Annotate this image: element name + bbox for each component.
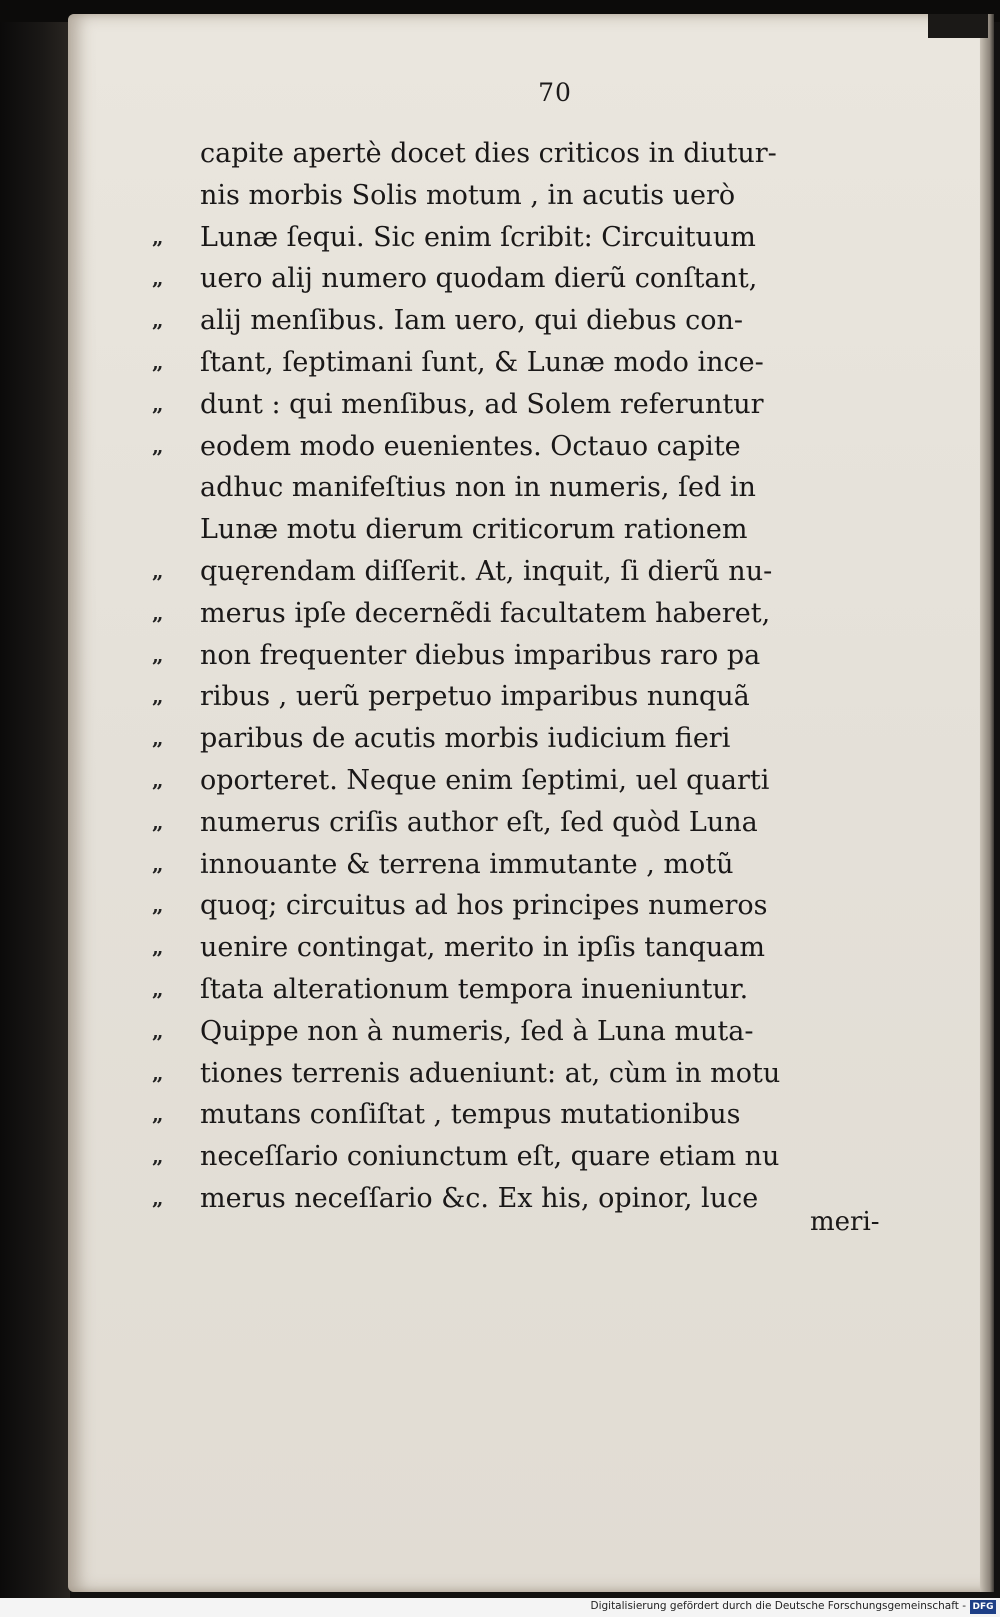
line-text: Lunæ ſequi. Sic enim ſcribit: Circuituum — [200, 221, 756, 253]
book-spine-shadow — [0, 0, 70, 1600]
line-text: quęrendam diſſerit. At, inquit, ſi dierũ nu- — [200, 555, 773, 587]
text-line — [152, 1136, 940, 1178]
text-line — [152, 593, 940, 635]
text-line — [152, 426, 940, 468]
quotation-mark: „ — [152, 1102, 163, 1127]
text-line — [200, 509, 940, 551]
quotation-mark: „ — [152, 433, 163, 458]
quotation-mark: „ — [152, 851, 163, 876]
line-text: alij menſibus. Iam uero, qui diebus con- — [200, 305, 744, 337]
quotation-mark: „ — [152, 976, 163, 1001]
text-line — [152, 342, 940, 384]
quotation-mark: „ — [152, 1144, 163, 1169]
quotation-mark: „ — [152, 224, 163, 249]
text-line — [152, 718, 940, 760]
quotation-mark: „ — [152, 308, 163, 333]
line-text: ſtata alterationum tempora inueniuntur. — [200, 973, 749, 1005]
text-line — [152, 384, 940, 426]
page-right-edge — [980, 14, 994, 1592]
line-text: ſtant, ſeptimani ſunt, & Lunæ modo ince- — [200, 346, 764, 378]
text-line — [152, 1053, 940, 1095]
text-line — [152, 217, 940, 259]
quotation-mark: „ — [152, 391, 163, 416]
line-text: capite apertè docet dies criticos in diutur- — [200, 138, 777, 169]
catchword: meri- — [810, 1207, 880, 1237]
text-line — [152, 885, 940, 927]
text-line — [152, 258, 940, 300]
line-text: eodem modo euenientes. Octauo capite — [200, 430, 741, 462]
quotation-mark: „ — [152, 1185, 163, 1210]
line-text: tiones terrenis adueniunt: at, cùm in motu — [200, 1057, 781, 1089]
line-text: nis morbis Solis motum , in acutis uerò — [200, 179, 736, 211]
line-text: Quippe non à numeris, ſed à Luna muta- — [200, 1015, 754, 1047]
line-text: ribus , uerũ perpetuo imparibus nunquã — [200, 681, 750, 713]
quotation-mark: „ — [152, 1018, 163, 1043]
quotation-mark: „ — [152, 935, 163, 960]
text-line — [152, 551, 940, 593]
text-line — [152, 635, 940, 677]
quotation-mark: „ — [152, 893, 163, 918]
line-text: uero alij numero quodam dierũ conſtant, — [200, 263, 758, 295]
text-line — [200, 467, 940, 509]
line-text: mutans conſiſtat , tempus mutationibus — [200, 1099, 741, 1131]
text-line — [152, 676, 940, 718]
quotation-mark: „ — [152, 1060, 163, 1085]
quotation-mark: „ — [152, 726, 163, 751]
line-text: merus neceſſario &c. Ex his, opinor, luce — [200, 1182, 759, 1214]
quotation-mark: „ — [152, 349, 163, 374]
text-line — [152, 1094, 940, 1136]
text-line — [152, 300, 940, 342]
text-line — [152, 844, 940, 886]
text-line — [152, 802, 940, 844]
line-text: non frequenter diebus imparibus raro pa — [200, 639, 761, 671]
text-line — [200, 133, 940, 175]
dfg-logo: DFG — [970, 1600, 996, 1614]
text-line — [152, 760, 940, 802]
line-text: neceſſario coniunctum eſt, quare etiam nu — [200, 1141, 780, 1173]
quotation-mark: „ — [152, 266, 163, 291]
line-text: uenire contingat, merito in ipſis tanquam — [200, 932, 766, 964]
line-text: Lunæ motu dierum criticorum rationem — [200, 514, 748, 546]
line-text: adhuc manifeſtius non in numeris, ſed in — [200, 472, 756, 504]
footer-credit: Digitalisierung gefördert durch die Deutsche Forschungsgemeinschaft - — [590, 1600, 966, 1612]
page-number: 70 — [538, 78, 572, 107]
quotation-mark: „ — [152, 809, 163, 834]
text-line — [200, 175, 940, 217]
line-text: paribus de acutis morbis iudicium fieri — [200, 723, 731, 755]
quotation-mark: „ — [152, 684, 163, 709]
line-text: oporteret. Neque enim ſeptimi, uel quarti — [200, 764, 770, 796]
text-line — [152, 969, 940, 1011]
quotation-mark: „ — [152, 558, 163, 583]
line-text: numerus criſis author eſt, ſed quòd Luna — [200, 806, 758, 838]
footer-bar — [0, 1598, 1000, 1617]
line-text: merus ipſe decernẽdi facultatem haberet, — [200, 597, 771, 629]
line-text: dunt : qui menſibus, ad Solem referuntur — [200, 388, 764, 420]
text-line — [152, 1011, 940, 1053]
quotation-mark: „ — [152, 767, 163, 792]
text-line — [152, 927, 940, 969]
page-corner-shadow — [928, 14, 988, 38]
page-text-block — [152, 133, 940, 1220]
quotation-mark: „ — [152, 642, 163, 667]
quotation-mark: „ — [152, 600, 163, 625]
line-text: quoq; circuitus ad hos principes numeros — [200, 890, 768, 922]
line-text: innouante & terrena immutante , motũ — [200, 848, 734, 880]
